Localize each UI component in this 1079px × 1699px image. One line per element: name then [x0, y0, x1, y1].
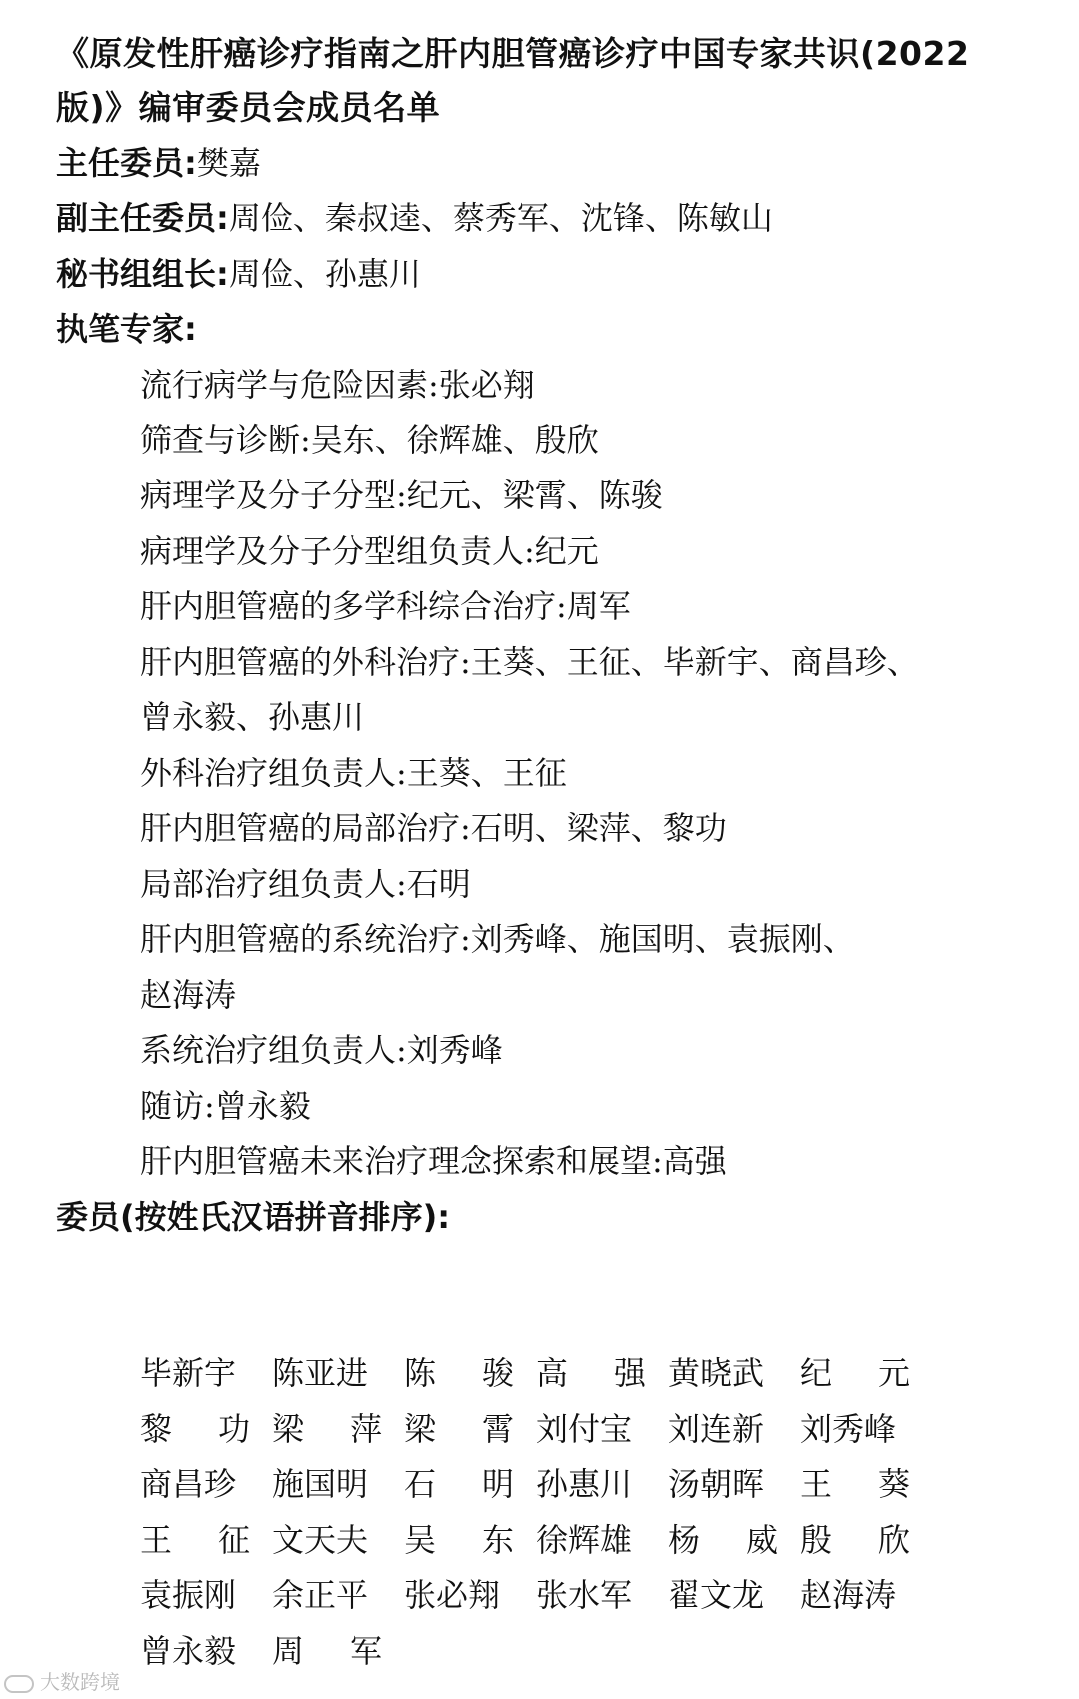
- committee-heading: [56, 1192, 450, 1238]
- committee-member-name: 孙惠川: [536, 1465, 633, 1503]
- committee-member-row: [140, 1459, 970, 1503]
- committee-member-name: 曾永毅: [140, 1632, 237, 1670]
- document-title-line-2: 版)》编审委员会成员名单: [56, 88, 441, 127]
- committee-member-name: 文天夫: [272, 1521, 369, 1559]
- committee-label: 委员(按姓氏汉语拼音排序):: [56, 1198, 451, 1236]
- committee-member-name: 殷 欣: [800, 1521, 910, 1559]
- chair-label: 主任委员:: [56, 144, 197, 182]
- committee-member-name: 黄晓武: [668, 1354, 765, 1392]
- committee-member-name: 梁 霄: [404, 1410, 514, 1448]
- vice-chair-row: [56, 193, 773, 239]
- writer-line: 病理学及分子分型组负责人:纪元: [140, 532, 599, 570]
- committee-member-row: [140, 1626, 970, 1670]
- watermark-logo-icon: [4, 1675, 34, 1693]
- writer-line: 随访:曾永毅: [140, 1087, 311, 1125]
- watermark-text: 大数跨境: [40, 1670, 120, 1694]
- writer-line: 流行病学与危险因素:张必翔: [140, 366, 535, 404]
- secretary-label: 秘书组组长:: [56, 255, 229, 293]
- writer-line: 肝内胆管癌的系统治疗:刘秀峰、施国明、袁振刚、: [140, 920, 855, 958]
- committee-member-name: 石 明: [404, 1465, 514, 1503]
- committee-member-name: 杨 威: [668, 1521, 778, 1559]
- committee-member-name: 刘秀峰: [800, 1410, 897, 1448]
- watermark: [4, 1666, 120, 1695]
- committee-member-name: 施国明: [272, 1465, 369, 1503]
- document-title-line-1: 《原发性肝癌诊疗指南之肝内胆管癌诊疗中国专家共识(2022: [56, 34, 970, 73]
- writer-line: 肝内胆管癌未来治疗理念探索和展望:高强: [140, 1142, 727, 1180]
- writer-line: 病理学及分子分型:纪元、梁霄、陈骏: [140, 476, 663, 514]
- committee-member-name: 王 征: [140, 1521, 250, 1559]
- committee-member-name: 吴 东: [404, 1521, 514, 1559]
- writer-line: 筛查与诊断:吴东、徐辉雄、殷欣: [140, 421, 599, 459]
- secretary-names: 周俭、孙惠川: [228, 255, 421, 293]
- committee-member-name: 袁振刚: [140, 1576, 237, 1614]
- vice-chair-names: 周俭、秦叔逵、蔡秀军、沈锋、陈敏山: [228, 199, 773, 237]
- committee-member-name: 黎 功: [140, 1410, 250, 1448]
- committee-member-name: 高 强: [536, 1354, 646, 1392]
- writer-line: 系统治疗组负责人:刘秀峰: [140, 1031, 503, 1069]
- committee-member-name: 王 葵: [800, 1465, 910, 1503]
- writer-line: 肝内胆管癌的多学科综合治疗:周军: [140, 587, 631, 625]
- chair-row: [56, 138, 261, 184]
- committee-member-name: 周 军: [272, 1632, 382, 1670]
- committee-member-name: 余正平: [272, 1576, 369, 1614]
- committee-member-name: 商昌珍: [140, 1465, 237, 1503]
- writer-line: 局部治疗组负责人:石明: [140, 865, 471, 903]
- committee-member-name: 张水军: [536, 1576, 633, 1614]
- committee-member-name: 刘付宝: [536, 1410, 633, 1448]
- committee-member-row: [140, 1570, 970, 1614]
- committee-member-row: [140, 1404, 970, 1448]
- chair-names: 樊嘉: [196, 144, 261, 182]
- writer-line: 肝内胆管癌的局部治疗:石明、梁萍、黎功: [140, 809, 727, 847]
- committee-member-name: 翟文龙: [668, 1576, 765, 1614]
- committee-member-name: 陈亚进: [272, 1354, 369, 1392]
- committee-member-row: [140, 1348, 970, 1392]
- committee-member-name: 毕新宇: [140, 1354, 237, 1392]
- committee-member-name: 刘连新: [668, 1410, 765, 1448]
- committee-member-name: 汤朝晖: [668, 1465, 765, 1503]
- committee-member-name: 赵海涛: [800, 1576, 897, 1614]
- vice-chair-label: 副主任委员:: [56, 199, 229, 237]
- writers-label: 执笔专家:: [56, 310, 197, 348]
- committee-member-name: 梁 萍: [272, 1410, 382, 1448]
- committee-member-row: [140, 1515, 970, 1559]
- committee-member-name: 陈 骏: [404, 1354, 514, 1392]
- committee-member-name: 纪 元: [800, 1354, 910, 1392]
- secretary-row: [56, 249, 421, 295]
- writers-heading: [56, 304, 197, 350]
- writer-line: 肝内胆管癌的外科治疗:王葵、王征、毕新宇、商昌珍、: [140, 643, 919, 681]
- writer-line: 外科治疗组负责人:王葵、王征: [140, 754, 567, 792]
- writer-line: 曾永毅、孙惠川: [140, 698, 365, 736]
- committee-member-name: 张必翔: [404, 1576, 501, 1614]
- writer-line: 赵海涛: [140, 976, 237, 1014]
- committee-member-name: 徐辉雄: [536, 1521, 633, 1559]
